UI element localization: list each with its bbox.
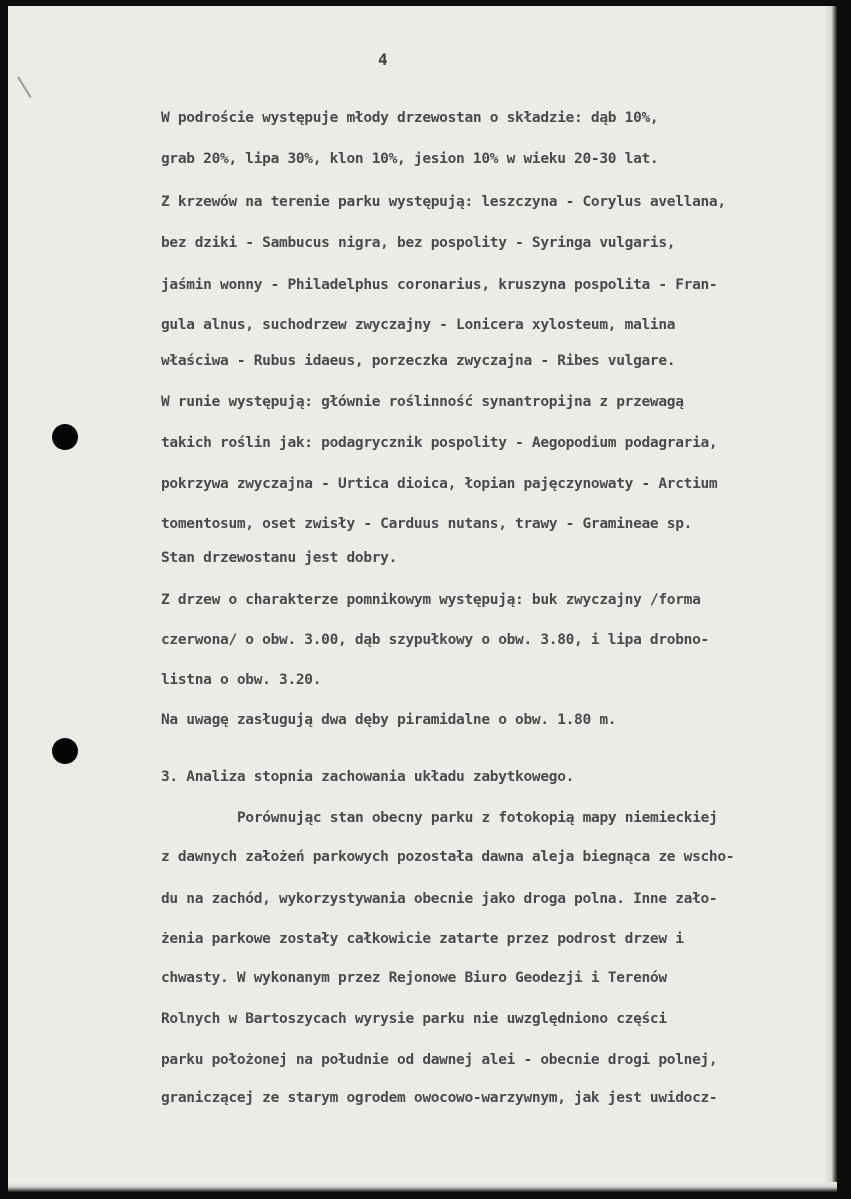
text-line: Stan drzewostanu jest dobry. <box>161 550 398 566</box>
text-line: parku położonej na południe od dawnej alei - obecnie drogi polnej, <box>161 1052 718 1068</box>
text-line: Z drzew o charakterze pomnikowym występują: buk zwyczajny /forma <box>161 592 701 608</box>
text-line: gula alnus, suchodrzew zwyczajny - Lonicera xylosteum, malina <box>161 317 676 333</box>
punch-hole-top <box>52 424 78 450</box>
text-line: graniczącej ze starym ogrodem owocowo-warzywnym, jak jest uwidocz- <box>161 1090 718 1106</box>
text-line: Na uwagę zasługują dwa dęby piramidalne o obw. 1.80 m. <box>161 712 617 728</box>
text-line: Rolnych w Bartoszycach wyrysie parku nie uwzględniono części <box>161 1011 667 1027</box>
text-line: właściwa - Rubus idaeus, porzeczka zwyczajna - Ribes vulgare. <box>161 353 676 369</box>
text-line: tomentosum, oset zwisły - Carduus nutans, trawy - Gramineae sp. <box>161 516 693 532</box>
text-line: Z krzewów na terenie parku występują: leszczyna - Corylus avellana, <box>161 194 726 210</box>
text-line: jaśmin wonny - Philadelphus coronarius, kruszyna pospolita - Fran- <box>161 277 718 293</box>
text-line: czerwona/ o obw. 3.00, dąb szypułkowy o obw. 3.80, i lipa drobno- <box>161 632 709 648</box>
text-line: pokrzywa zwyczajna - Urtica dioica, łopian pajęczynowaty - Arctium <box>161 476 718 492</box>
text-line: W runie występują: głównie roślinność synantropijna z przewagą <box>161 394 684 410</box>
text-line: z dawnych założeń parkowych pozostała dawna aleja biegnąca ze wscho- <box>161 849 735 865</box>
text-line: Porównując stan obecny parku z fotokopią mapy niemieckiej <box>237 810 718 826</box>
text-line: grab 20%, lipa 30%, klon 10%, jesion 10% w wieku 20-30 lat. <box>161 151 659 167</box>
text-line: W podroście występuje młody drzewostan o składzie: dąb 10%, <box>161 110 659 126</box>
text-line: chwasty. W wykonanym przez Rejonowe Biuro Geodezji i Terenów <box>161 970 667 986</box>
text-line: du na zachód, wykorzystywania obecnie jako droga polna. Inne zało- <box>161 891 718 907</box>
section-heading: 3. Analiza stopnia zachowania układu zabytkowego. <box>161 769 575 785</box>
page-number: 4 <box>378 50 388 69</box>
text-line: żenia parkowe zostały całkowicie zatarte przez podrost drzew i <box>161 931 684 947</box>
punch-hole-bottom <box>52 738 78 764</box>
scan-edge-right <box>823 6 837 1192</box>
text-line: bez dziki - Sambucus nigra, bez pospolity - Syringa vulgaris, <box>161 235 676 251</box>
text-line: listna o obw. 3.20. <box>161 672 322 688</box>
scan-edge-bottom <box>8 1182 837 1192</box>
fold-mark <box>17 76 31 97</box>
text-line: takich roślin jak: podagrycznik pospolity - Aegopodium podagraria, <box>161 435 718 451</box>
document-page <box>8 6 837 1192</box>
